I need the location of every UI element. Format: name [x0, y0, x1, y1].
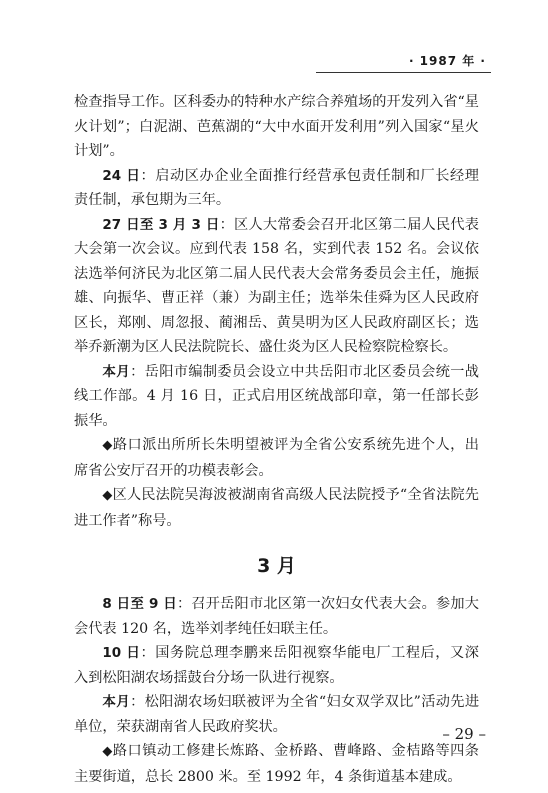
bullet-paragraph — [74, 433, 479, 483]
entry-text: ：松阳湖农场妇联被评为全省“妇女双学双比”活动先进单位，荣获湖南省人民政府奖状。 — [74, 694, 480, 735]
entry-text: ：启动区办企业全面推行经营承包责任制和厂长经理责任制，承包期为三年。 — [74, 167, 479, 208]
entry-date: 本月 — [102, 363, 131, 380]
entry-date: 8 日至 9 日 — [102, 596, 177, 612]
entry-text: ：召开岳阳市北区第一次妇女代表大会。参加大会代表 120 名，选举刘孝纯任妇联主任。 — [74, 596, 479, 637]
entry-date: 本月 — [102, 694, 131, 710]
entry-text: ：岳阳市编制委员会设立中共岳阳市北区委员会统一战线工作部。4 月 16 日，正式启用区统战部印章，第一任部长彭振华。 — [74, 363, 479, 429]
entry-paragraph — [74, 164, 479, 213]
entry-paragraph — [74, 360, 479, 434]
entry-date: 27 日至 3 月 3 日 — [102, 216, 220, 233]
entry-paragraph — [74, 213, 479, 360]
running-header-year: · 1987 年 · — [408, 54, 486, 68]
paragraph-continued — [74, 90, 479, 164]
bullet-paragraph — [74, 483, 479, 533]
entry-text: ：国务院总理李鹏来岳阳视察华能电厂工程后，又深入到松阳湖农场揺鼓台分场一队进行视察。 — [74, 645, 479, 686]
entry-date: 24 日 — [102, 167, 141, 184]
entry-text: 路口派出所所长朱明望被评为全省公安系统先进个人，出席省公安厅召开的功模表彰会。 — [74, 437, 479, 479]
page-number: – 29 – — [442, 725, 486, 743]
paragraph-text: 检查指导工作。区科委办的特种水产综合养殖场的开发列入省“星火计划”；白泥湖、芭蕉湖的“大中水面开发利用”列入国家“星火计划”。 — [74, 94, 479, 159]
entry-paragraph — [74, 592, 479, 641]
diamond-bullet-icon: ◆ — [102, 438, 113, 453]
entry-paragraph — [74, 690, 479, 739]
entry-paragraph — [74, 641, 479, 690]
bullet-paragraph — [74, 739, 479, 789]
entry-text: 路口镇动工修建长炼路、金桥路、曹峰路、金桔路等四条主要街道，总长 2800 米。至 1992 年，4 条街道基本建成。 — [74, 743, 479, 785]
entry-date: 10 日 — [102, 645, 141, 661]
entry-text: 区人民法院吴海波被湖南省高级人民法院授予“全省法院先进工作者”称号。 — [74, 487, 479, 529]
entry-text: ：区人大常委会召开北区第二届人民代表大会第一次会议。应到代表 158 名，实到代表 152 名。会议依法选举何济民为北区第二届人民代表大会常务委员会主任，施振雄、向振华、曹正祥（兼）为副主任；选举朱佳舜为区人民政府区长，郑刚、周忽报、蔺湘岳、黄昊明为区人民政府副区长；选举乔新潮为区人民法院院长、盛仕炎为区人民检察院检察长。 — [74, 216, 479, 355]
header-divider — [316, 72, 491, 73]
diamond-bullet-icon: ◆ — [102, 744, 113, 759]
month-heading: 3 月 — [257, 555, 296, 577]
diamond-bullet-icon: ◆ — [102, 488, 113, 503]
page-body — [74, 90, 479, 789]
